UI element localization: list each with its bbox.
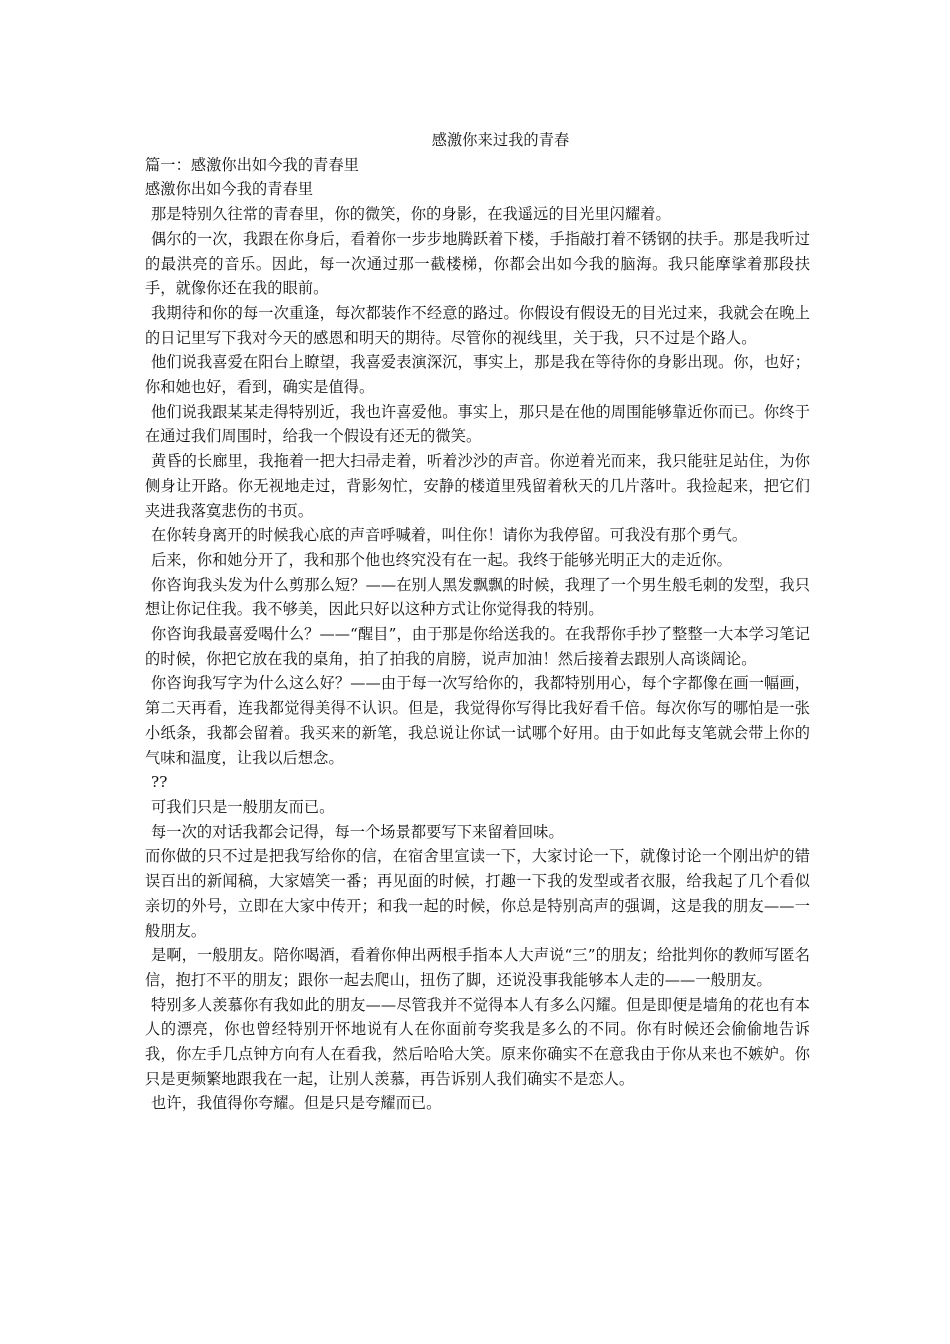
paragraph: 是啊，一般朋友。陪你喝酒，看着你伸出两根手指本人大声说“三”的朋友；给批判你的教师写匿名信，抱打不平的朋友；跟你一起去爬山，扭伤了脚，还说没事我能够本人走的——一般朋友。 [145, 946, 810, 989]
section-heading: 篇一：感激你出如今我的青春里 [145, 155, 360, 174]
paragraph: 后来，你和她分开了，我和那个他也终究没有在一起。我终于能够光明正大的走近你。 [151, 550, 732, 569]
subheading: 感激你出如今我的青春里 [145, 180, 314, 199]
paragraph: 你咨询我头发为什么剪那么短？——在别人黑发飘飘的时候，我理了一个男生般毛刺的发型，我只想让你记住我。我不够美，因此只好以这种方式让你觉得我的特别。 [145, 575, 810, 619]
paragraph: ?? [151, 773, 168, 792]
paragraph: 也许，我值得你夸耀。但是只是夸耀而已。 [151, 1094, 442, 1113]
paragraph: 你咨询我写字为什么这么好？——由于每一次写给你的，我都特别用心，每个字都像在画一幅画，第二天再看，连我都觉得美得不认识。但是，我觉得你写得比我好看千倍。每次你写的哪怕是一张小纸条，我都会留着。我买来的新笔，我总说让你试一试哪个好用。由于如此每支笔就会带上你的气味和温度，让我以后想念。 [145, 674, 810, 767]
paragraph: 他们说我跟某某走得特别近，我也许喜爱他。事实上，那只是在他的周围能够靠近你而已。你终于在通过我们周围时，给我一个假设有还无的微笑。 [145, 402, 810, 446]
paragraph: 可我们只是一般朋友而已。 [151, 797, 335, 816]
paragraph: 而你做的只不过是把我写给你的信，在宿舍里宣读一下，大家讨论一下，就像讨论一个刚出炉的错误百出的新闻稿，大家嬉笑一番；再见面的时候，打趣一下我的发型或者衣服，给我起了几个看似亲切的外号，立即在大家中传开；和我一起的时候，你总是特别高声的强调，这是我的朋友——一般朋友。 [145, 847, 810, 940]
paragraph: 那是特别久往常的青春里，你的微笑，你的身影，在我遥远的目光里闪耀着。 [151, 205, 671, 224]
paragraph: 偶尔的一次，我跟在你身后，看着你一步步地腾跃着下楼，手指敲打着不锈钢的扶手。那是我听过的最洪亮的音乐。因此，每一次通过那一截楼梯，你都会出如今我的脑海。我只能摩挲着那段扶手，就像你还在我的眼前。 [145, 229, 810, 298]
paragraph: 黄昏的长廊里，我拖着一把大扫帚走着，听着沙沙的声音。你逆着光而来，我只能驻足站住，为你侧身让开路。你无视地走过，背影匆忙，安静的楼道里残留着秋天的几片落叶。我捡起来，把它们夹进我落寞悲伤的书页。 [145, 452, 810, 520]
paragraph: 他们说我喜爱在阳台上瞭望，我喜爱表演深沉，事实上，那是我在等待你的身影出现。你，也好；你和她也好，看到，确实是值得。 [145, 353, 810, 397]
paragraph: 我期待和你的每一次重逢，每次都装作不经意的路过。你假设有假设无的目光过来，我就会在晚上的日记里写下我对今天的感恩和明天的期待。尽管你的视线里，关于我，只不过是个路人。 [145, 303, 810, 347]
document-title: 感激你来过我的青春 [431, 131, 570, 149]
paragraph: 你咨询我最喜爱喝什么？——“醒目”，由于那是你给送我的。在我帮你手抄了整整一大本学习笔记的时候，你把它放在我的桌角，拍了拍我的肩膀，说声加油！然后接着去跟别人高谈阔论。 [145, 625, 810, 668]
paragraph: 在你转身离开的时候我心底的声音呼喊着，叫住你！请你为我停留。可我没有那个勇气。 [151, 526, 748, 545]
paragraph: 每一次的对话我都会记得，每一个场景都要写下来留着回味。 [151, 822, 564, 841]
document-page [145, 128, 810, 1116]
paragraph: 特别多人羡慕你有我如此的朋友——尽管我并不觉得本人有多么闪耀。但是即便是墙角的花也有本人的漂亮，你也曾经特别开怀地说有人在你面前夸奖我是多么的不同。你有时候还会偷偷地告诉我，你左手几点钟方向有人在看我，然后哈哈大笑。原来你确实不在意我由于你从来也不嫉妒。你只是更频繁地跟我在一起，让别人羡慕，再告诉别人我们确实不是恋人。 [145, 995, 810, 1088]
